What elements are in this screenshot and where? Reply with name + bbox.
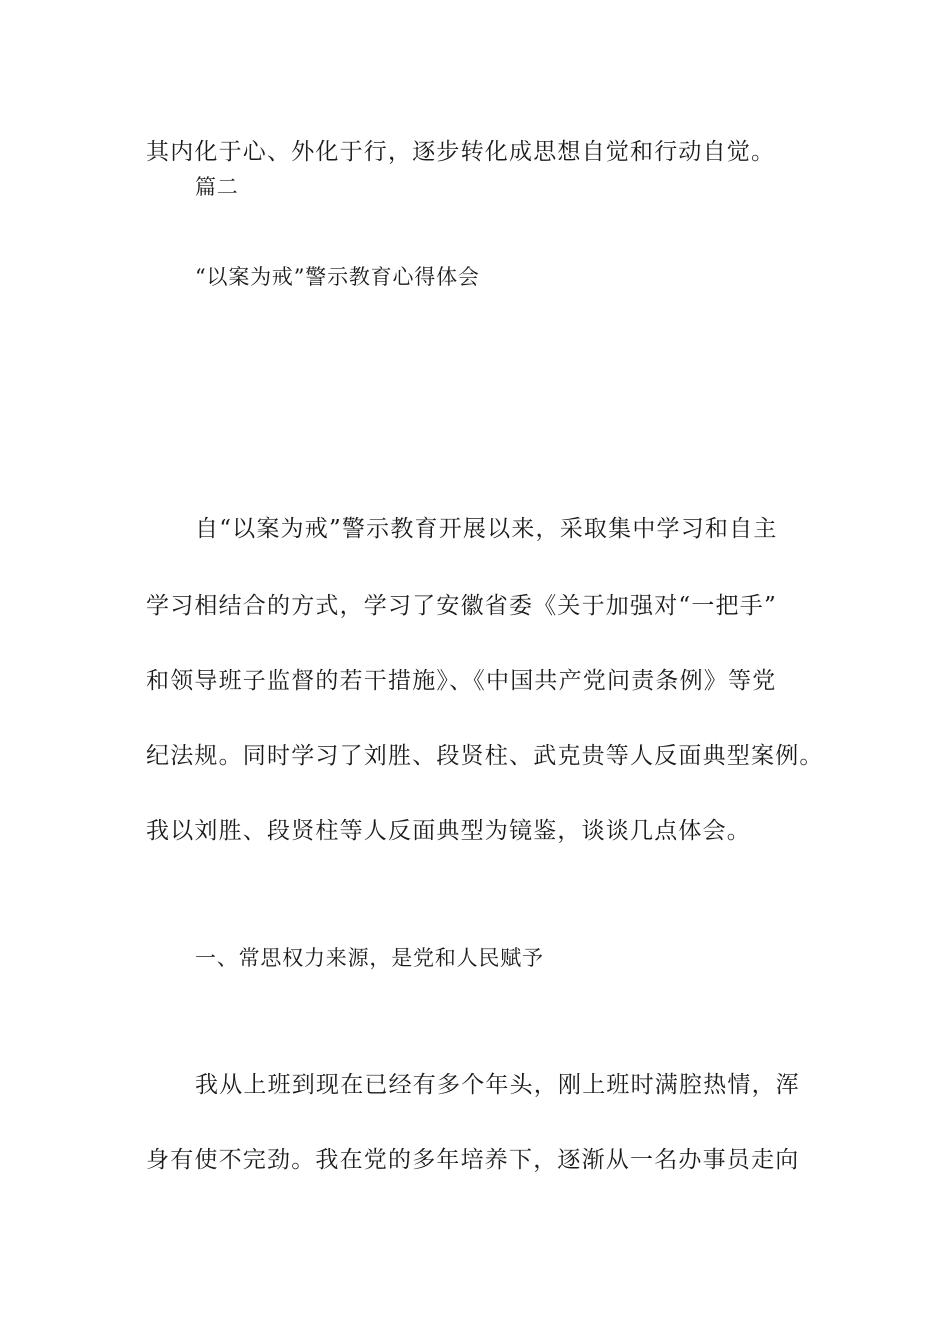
paragraph-1-line-2: 学习相结合的方式，学习了安徽省委《关于加强对“一把手” — [146, 593, 777, 619]
section-label: 篇二 — [195, 175, 239, 199]
paragraph-2-line-1: 我从上班到现在已经有多个年头，刚上班时满腔热情，浑 — [195, 1072, 800, 1098]
paragraph-2-line-2: 身有使不完劲。我在党的多年培养下，逐渐从一名办事员走向 — [146, 1147, 800, 1173]
paragraph-1-line-5: 我以刘胜、段贤柱等人反面典型为镜鉴，谈谈几点体会。 — [146, 818, 751, 844]
section-heading-1: 一、常思权力来源，是党和人民赋予 — [195, 946, 544, 970]
article-title: “以案为戒”警示教育心得体会 — [195, 265, 480, 289]
paragraph-1-line-1: 自“以案为戒”警示教育开展以来，采取集中学习和自主 — [195, 516, 778, 542]
continuation-line: 其内化于心、外化于行，逐步转化成思想自觉和行动自觉。 — [146, 139, 776, 165]
paragraph-1-line-3: 和领导班子监督的若干措施》、《中国共产党问责条例》等党 — [146, 668, 777, 694]
paragraph-1-line-4: 纪法规。同时学习了刘胜、段贤柱、武克贵等人反面典型案例。 — [146, 743, 824, 769]
